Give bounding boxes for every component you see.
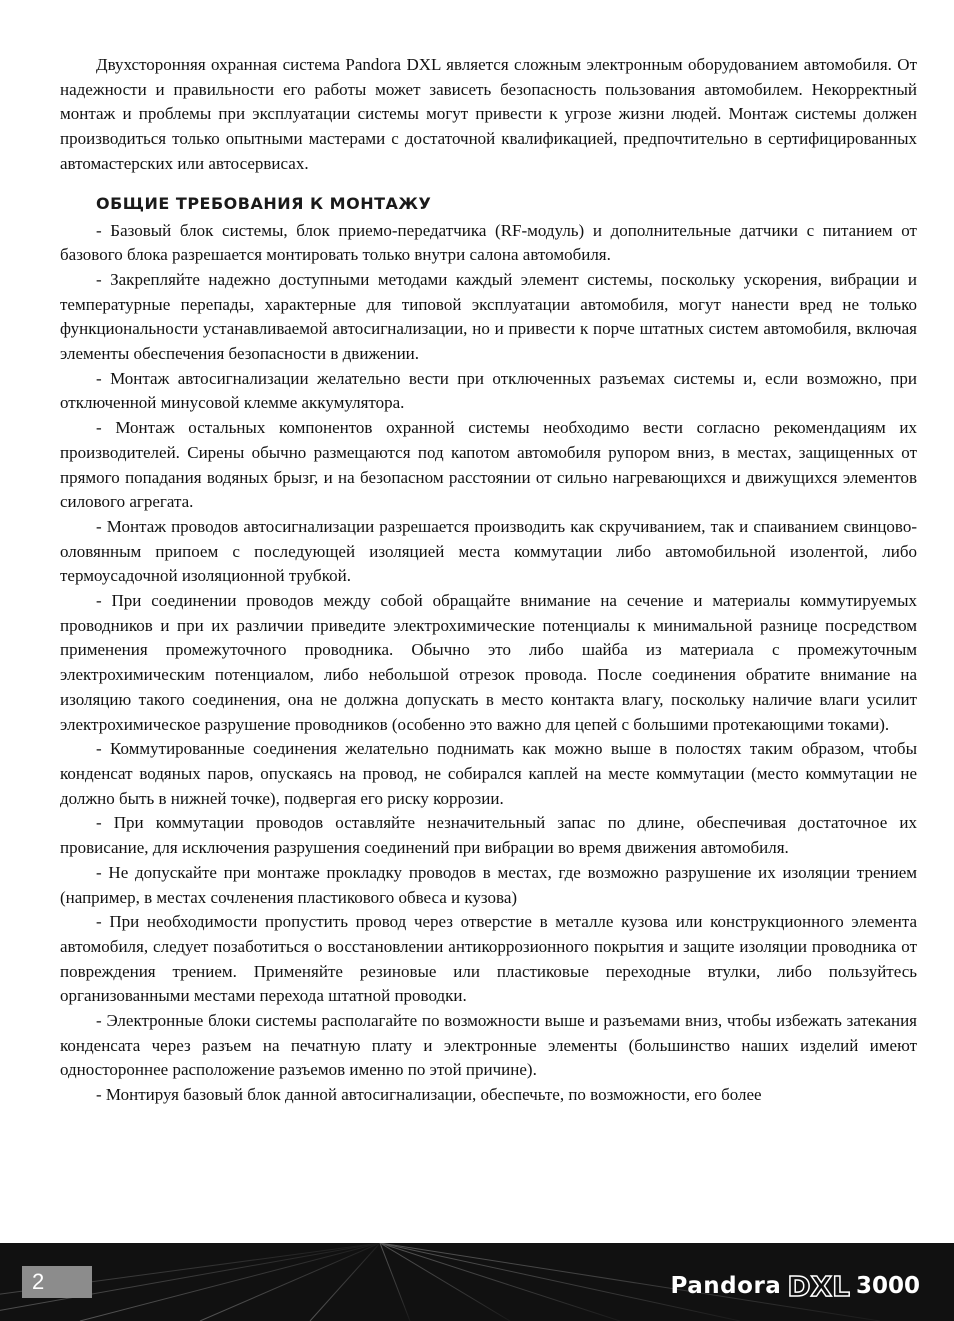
paragraph-7: - Коммутированные соединения желательно поднимать как можно выше в полостях таким образом, чтобы конденсат водяных паров, опускаясь на провод, не собирался каплей на месте коммутации (место коммутации не должно быть в нижней точке), подвергая его риску коррозии. — [60, 739, 917, 808]
logo-model: 3000 — [855, 1273, 920, 1299]
paragraph-1: - Базовый блок системы, блок приемо-передатчика (RF-модуль) и дополнительные датчики с питанием от базового блока разрешается монтировать только внутри салона автомобиля. — [60, 220, 917, 265]
paragraph-4: - Монтаж остальных компонентов охранной системы необходимо вести согласно рекомендациям их производителей. Сирены обычно размещаются под капотом автомобиля рупором вниз, в местах, защищенных от прямого попадания водяных брызг, и на безопасном расстоянии от сильно нагревающихся и движущихся элементов силового агрегата. — [60, 418, 917, 512]
pandora-dxl-logo — [671, 1269, 920, 1303]
paragraph-9: - Не допускайте при монтаже прокладку проводов в местах, где возможно разрушение их изоляции трением (например, в местах сочленения пластикового обвеса и кузова) — [60, 862, 917, 907]
paragraph-11: - Электронные блоки системы располагайте по возможности выше и разъемами вниз, чтобы избежать затекания конденсата через разъем на печатную плату и электронные элементы (большинство наших изделий имеют одностороннее расположение разъемов именно по этой причине). — [60, 1011, 917, 1080]
page-number: 2 — [22, 1266, 92, 1298]
page-content — [60, 53, 917, 1108]
paragraph-12: - Монтируя базовый блок данной автосигнализации, обеспечьте, по возможности, его более — [96, 1085, 762, 1105]
paragraph-5: - Монтаж проводов автосигнализации разрешается производить как скручиванием, так и спаиванием свинцово-оловянным припоем с последующей изоляцией места коммутации либо автомобильной изолентой, либо термоусадочной изоляционной трубкой. — [60, 516, 917, 586]
paragraph-10: - При необходимости пропустить провод через отверстие в металле кузова или конструкционного элемента автомобиля, следует позаботиться о восстановлении антикоррозионного покрытия и защите изоляции проводника от повреждения трением. Применяйте резиновые или пластиковые переходные втулки, либо пользуйтесь организованными местами перехода штатной проводки. — [60, 912, 917, 1006]
section-heading: ОБЩИЕ ТРЕБОВАНИЯ К МОНТАЖУ — [96, 193, 432, 213]
paragraph-3: - Монтаж автосигнализации желательно вести при отключенных разъемах системы и, если возможно, при отключенной минусовой клемме аккумулятора. — [60, 368, 917, 413]
paragraph-2: - Закрепляйте надежно доступными методами каждый элемент системы, поскольку ускорения, вибрации и температурные перепады, характерные для типовой эксплуатации автомобиля, могут нанести вред не только функциональности устанавливаемой автосигнализации, но и привести к порче штатных систем автомобиля, включая элементы обеспечения безопасности в движении. — [60, 269, 917, 364]
logo-dxl: DXL — [787, 1269, 850, 1303]
paragraph-8: - При коммутации проводов оставляйте незначительный запас по длине, обеспечивая достаточное их провисание, для исключения разрушения соединений при вибрации во время движения автомобиля. — [60, 813, 917, 858]
page-footer — [0, 1243, 954, 1321]
logo-brand: Pandora — [670, 1273, 782, 1299]
paragraph-6: - При соединении проводов между собой обращайте внимание на сечение и материалы коммутируемых проводников и при их различии приведите электрохимические потенциалы к минимальной разнице посредством применения промежуточного проводника. Обычно это либо шайба из материала с промежуточным электрохимическим потенциалом, либо небольшой отрезок провода. После соединения обратите внимание на изоляцию такого соединения, она не должна допускать в место контакта влагу, поскольку наличие влаги усилит электрохимическое разрушение проводников (особенно это важно для цепей с большими протекающими токами). — [60, 591, 917, 734]
intro-paragraph: Двухсторонняя охранная система Pandora DXL является сложным электронным оборудованием автомобиля. От надежности и правильности его работы может зависеть безопасность пользования автомобилем. Некорректный монтаж и проблемы при эксплуатации системы могут привести к угрозе жизни людей. Монтаж системы должен производиться только опытными мастерами с достаточной квалификацией, предпочтительно в сертифицированных автомастерских или автосервисах. — [60, 55, 917, 173]
